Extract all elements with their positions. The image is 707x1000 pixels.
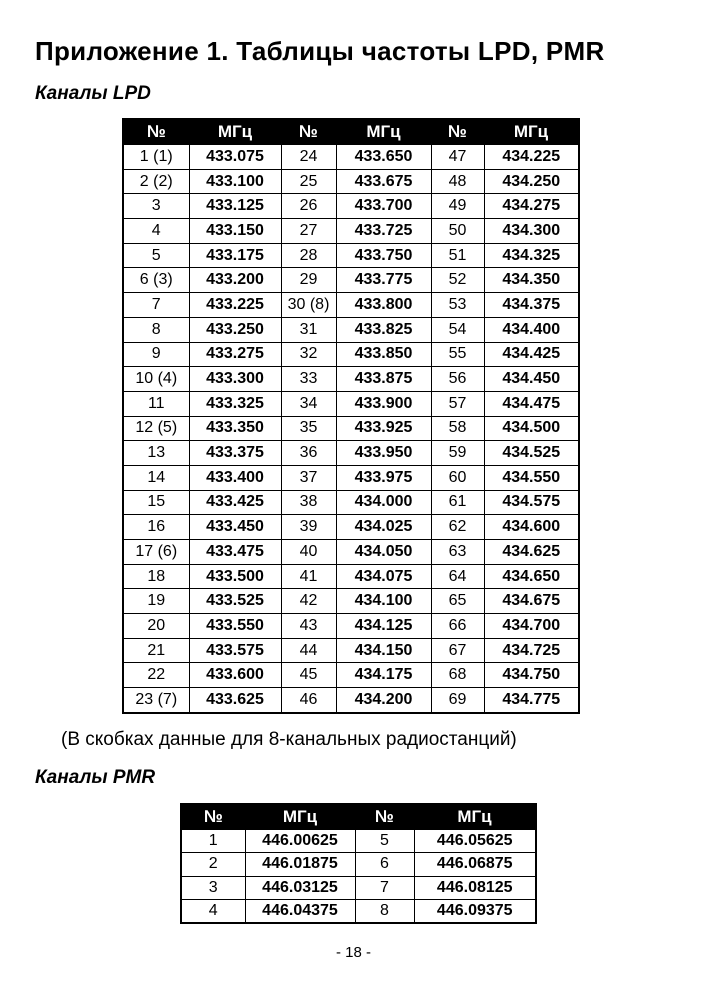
- table-row: [123, 293, 579, 318]
- channel-number-cell: 26: [281, 194, 336, 219]
- frequency-cell: 433.225: [189, 293, 281, 318]
- channel-number-cell: 28: [281, 243, 336, 268]
- frequency-cell: 434.100: [336, 589, 431, 614]
- channel-number-cell: 51: [431, 243, 484, 268]
- frequency-cell: 434.425: [484, 342, 579, 367]
- channel-number-cell: 7: [123, 293, 189, 318]
- channel-number-cell: 34: [281, 391, 336, 416]
- frequency-cell: 433.675: [336, 169, 431, 194]
- table-row: [181, 853, 536, 876]
- frequency-cell: 434.700: [484, 614, 579, 639]
- frequency-cell: 434.125: [336, 614, 431, 639]
- frequency-cell: 434.400: [484, 317, 579, 342]
- channel-number-cell: 32: [281, 342, 336, 367]
- channel-number-cell: 59: [431, 441, 484, 466]
- frequency-cell: 433.325: [189, 391, 281, 416]
- channel-number-cell: 2: [181, 853, 245, 876]
- table-row: [123, 441, 579, 466]
- channel-number-cell: 6 (3): [123, 268, 189, 293]
- channel-number-cell: 38: [281, 490, 336, 515]
- channel-number-cell: 54: [431, 317, 484, 342]
- channel-number-cell: 55: [431, 342, 484, 367]
- frequency-cell: 434.350: [484, 268, 579, 293]
- channel-number-cell: 61: [431, 490, 484, 515]
- channel-number-cell: 22: [123, 663, 189, 688]
- channel-number-cell: 53: [431, 293, 484, 318]
- frequency-cell: 433.775: [336, 268, 431, 293]
- frequency-cell: 433.500: [189, 564, 281, 589]
- channel-number-cell: 43: [281, 614, 336, 639]
- table-row: [123, 268, 579, 293]
- channel-number-cell: 57: [431, 391, 484, 416]
- frequency-cell: 434.375: [484, 293, 579, 318]
- frequency-cell: 433.550: [189, 614, 281, 639]
- table-row: [123, 564, 579, 589]
- channel-number-cell: 17 (6): [123, 540, 189, 565]
- frequency-cell: 433.400: [189, 465, 281, 490]
- frequency-cell: 433.750: [336, 243, 431, 268]
- frequency-cell: 434.275: [484, 194, 579, 219]
- frequency-cell: 446.01875: [245, 853, 355, 876]
- frequency-cell: 433.575: [189, 638, 281, 663]
- channel-number-cell: 18: [123, 564, 189, 589]
- table-row: [123, 638, 579, 663]
- channel-number-cell: 65: [431, 589, 484, 614]
- frequency-cell: 446.08125: [414, 876, 536, 899]
- frequency-cell: 433.650: [336, 145, 431, 170]
- column-header: №: [431, 119, 484, 145]
- frequency-cell: 446.03125: [245, 876, 355, 899]
- frequency-cell: 434.325: [484, 243, 579, 268]
- column-header: №: [281, 119, 336, 145]
- channel-number-cell: 69: [431, 688, 484, 713]
- frequency-cell: 434.175: [336, 663, 431, 688]
- column-header: №: [181, 804, 245, 830]
- channel-number-cell: 41: [281, 564, 336, 589]
- channel-number-cell: 39: [281, 515, 336, 540]
- channel-number-cell: 67: [431, 638, 484, 663]
- channel-number-cell: 2 (2): [123, 169, 189, 194]
- table-row: [123, 465, 579, 490]
- lpd-section-title: Каналы LPD: [35, 83, 151, 104]
- pmr-frequency-table: [180, 803, 537, 924]
- channel-number-cell: 50: [431, 219, 484, 244]
- lpd-frequency-table: [122, 118, 580, 714]
- frequency-cell: 434.500: [484, 416, 579, 441]
- channel-number-cell: 63: [431, 540, 484, 565]
- channel-number-cell: 46: [281, 688, 336, 713]
- table-row: [181, 899, 536, 923]
- frequency-cell: 434.000: [336, 490, 431, 515]
- table-row: [123, 614, 579, 639]
- channel-number-cell: 4: [181, 899, 245, 923]
- frequency-cell: 433.175: [189, 243, 281, 268]
- frequency-cell: 433.450: [189, 515, 281, 540]
- frequency-cell: 433.850: [336, 342, 431, 367]
- table-row: [123, 515, 579, 540]
- table-row: [123, 663, 579, 688]
- table-row: [123, 317, 579, 342]
- table-row: [123, 194, 579, 219]
- frequency-cell: 434.225: [484, 145, 579, 170]
- column-header: МГц: [414, 804, 536, 830]
- frequency-cell: 446.00625: [245, 830, 355, 853]
- table-row: [123, 367, 579, 392]
- frequency-cell: 433.100: [189, 169, 281, 194]
- frequency-cell: 433.875: [336, 367, 431, 392]
- channel-number-cell: 21: [123, 638, 189, 663]
- frequency-cell: 433.700: [336, 194, 431, 219]
- table-row: [181, 876, 536, 899]
- frequency-cell: 434.725: [484, 638, 579, 663]
- table-row: [123, 490, 579, 515]
- frequency-cell: 434.600: [484, 515, 579, 540]
- frequency-cell: 433.975: [336, 465, 431, 490]
- channel-number-cell: 56: [431, 367, 484, 392]
- channel-number-cell: 6: [355, 853, 414, 876]
- channel-number-cell: 37: [281, 465, 336, 490]
- table-row: [123, 589, 579, 614]
- frequency-cell: 433.825: [336, 317, 431, 342]
- channel-number-cell: 35: [281, 416, 336, 441]
- frequency-cell: 433.275: [189, 342, 281, 367]
- frequency-cell: 434.450: [484, 367, 579, 392]
- channel-number-cell: 1: [181, 830, 245, 853]
- page-title: Приложение 1. Таблицы частоты LPD, PMR: [35, 36, 605, 66]
- channel-number-cell: 44: [281, 638, 336, 663]
- channel-number-cell: 60: [431, 465, 484, 490]
- channel-number-cell: 20: [123, 614, 189, 639]
- channel-number-cell: 24: [281, 145, 336, 170]
- frequency-cell: 434.550: [484, 465, 579, 490]
- frequency-cell: 434.525: [484, 441, 579, 466]
- frequency-cell: 433.950: [336, 441, 431, 466]
- channel-number-cell: 49: [431, 194, 484, 219]
- channel-number-cell: 64: [431, 564, 484, 589]
- channel-number-cell: 33: [281, 367, 336, 392]
- header-row: [181, 804, 536, 830]
- channel-number-cell: 40: [281, 540, 336, 565]
- table-row: [123, 145, 579, 170]
- channel-number-cell: 3: [123, 194, 189, 219]
- frequency-cell: 446.09375: [414, 899, 536, 923]
- frequency-cell: 433.075: [189, 145, 281, 170]
- header-row: [123, 119, 579, 145]
- table-row: [123, 416, 579, 441]
- table-row: [123, 219, 579, 244]
- column-header: №: [123, 119, 189, 145]
- frequency-cell: 446.06875: [414, 853, 536, 876]
- channel-number-cell: 36: [281, 441, 336, 466]
- table-row: [123, 169, 579, 194]
- channel-number-cell: 19: [123, 589, 189, 614]
- channel-number-cell: 52: [431, 268, 484, 293]
- table-row: [123, 342, 579, 367]
- channel-number-cell: 11: [123, 391, 189, 416]
- frequency-cell: 433.525: [189, 589, 281, 614]
- column-header: МГц: [484, 119, 579, 145]
- channel-number-cell: 14: [123, 465, 189, 490]
- frequency-cell: 433.200: [189, 268, 281, 293]
- table-row: [123, 243, 579, 268]
- pmr-section-title: Каналы PMR: [35, 767, 156, 788]
- frequency-cell: 433.725: [336, 219, 431, 244]
- channel-number-cell: 31: [281, 317, 336, 342]
- channel-number-cell: 7: [355, 876, 414, 899]
- channel-number-cell: 5: [355, 830, 414, 853]
- table-row: [123, 688, 579, 713]
- channel-number-cell: 45: [281, 663, 336, 688]
- frequency-cell: 433.900: [336, 391, 431, 416]
- channel-number-cell: 68: [431, 663, 484, 688]
- channel-number-cell: 3: [181, 876, 245, 899]
- column-header: МГц: [336, 119, 431, 145]
- frequency-cell: 434.200: [336, 688, 431, 713]
- page-number: - 18 -: [335, 944, 371, 961]
- channel-number-cell: 23 (7): [123, 688, 189, 713]
- table-row: [123, 391, 579, 416]
- frequency-cell: 434.750: [484, 663, 579, 688]
- frequency-cell: 434.675: [484, 589, 579, 614]
- frequency-cell: 434.775: [484, 688, 579, 713]
- frequency-cell: 434.650: [484, 564, 579, 589]
- frequency-cell: 446.04375: [245, 899, 355, 923]
- channel-number-cell: 8: [123, 317, 189, 342]
- channel-number-cell: 4: [123, 219, 189, 244]
- frequency-cell: 433.625: [189, 688, 281, 713]
- channel-number-cell: 5: [123, 243, 189, 268]
- frequency-cell: 433.350: [189, 416, 281, 441]
- frequency-cell: 434.250: [484, 169, 579, 194]
- column-header: МГц: [189, 119, 281, 145]
- frequency-cell: 433.250: [189, 317, 281, 342]
- frequency-cell: 433.475: [189, 540, 281, 565]
- frequency-cell: 434.025: [336, 515, 431, 540]
- note-text: (В скобках данные для 8-канальных радиостанций): [61, 729, 517, 750]
- channel-number-cell: 66: [431, 614, 484, 639]
- channel-number-cell: 13: [123, 441, 189, 466]
- channel-number-cell: 27: [281, 219, 336, 244]
- frequency-cell: 434.625: [484, 540, 579, 565]
- column-header: МГц: [245, 804, 355, 830]
- frequency-cell: 434.300: [484, 219, 579, 244]
- frequency-cell: 433.600: [189, 663, 281, 688]
- frequency-cell: 434.150: [336, 638, 431, 663]
- channel-number-cell: 25: [281, 169, 336, 194]
- frequency-cell: 433.800: [336, 293, 431, 318]
- channel-number-cell: 29: [281, 268, 336, 293]
- frequency-cell: 433.925: [336, 416, 431, 441]
- channel-number-cell: 48: [431, 169, 484, 194]
- table-row: [181, 830, 536, 853]
- channel-number-cell: 42: [281, 589, 336, 614]
- channel-number-cell: 47: [431, 145, 484, 170]
- frequency-cell: 433.425: [189, 490, 281, 515]
- frequency-cell: 433.125: [189, 194, 281, 219]
- frequency-cell: 433.375: [189, 441, 281, 466]
- channel-number-cell: 15: [123, 490, 189, 515]
- table-row: [123, 540, 579, 565]
- frequency-cell: 433.150: [189, 219, 281, 244]
- channel-number-cell: 30 (8): [281, 293, 336, 318]
- frequency-cell: 433.300: [189, 367, 281, 392]
- channel-number-cell: 1 (1): [123, 145, 189, 170]
- column-header: №: [355, 804, 414, 830]
- frequency-cell: 434.075: [336, 564, 431, 589]
- channel-number-cell: 16: [123, 515, 189, 540]
- channel-number-cell: 58: [431, 416, 484, 441]
- frequency-cell: 446.05625: [414, 830, 536, 853]
- frequency-cell: 434.575: [484, 490, 579, 515]
- channel-number-cell: 9: [123, 342, 189, 367]
- channel-number-cell: 62: [431, 515, 484, 540]
- channel-number-cell: 10 (4): [123, 367, 189, 392]
- frequency-cell: 434.475: [484, 391, 579, 416]
- channel-number-cell: 8: [355, 899, 414, 923]
- channel-number-cell: 12 (5): [123, 416, 189, 441]
- frequency-cell: 434.050: [336, 540, 431, 565]
